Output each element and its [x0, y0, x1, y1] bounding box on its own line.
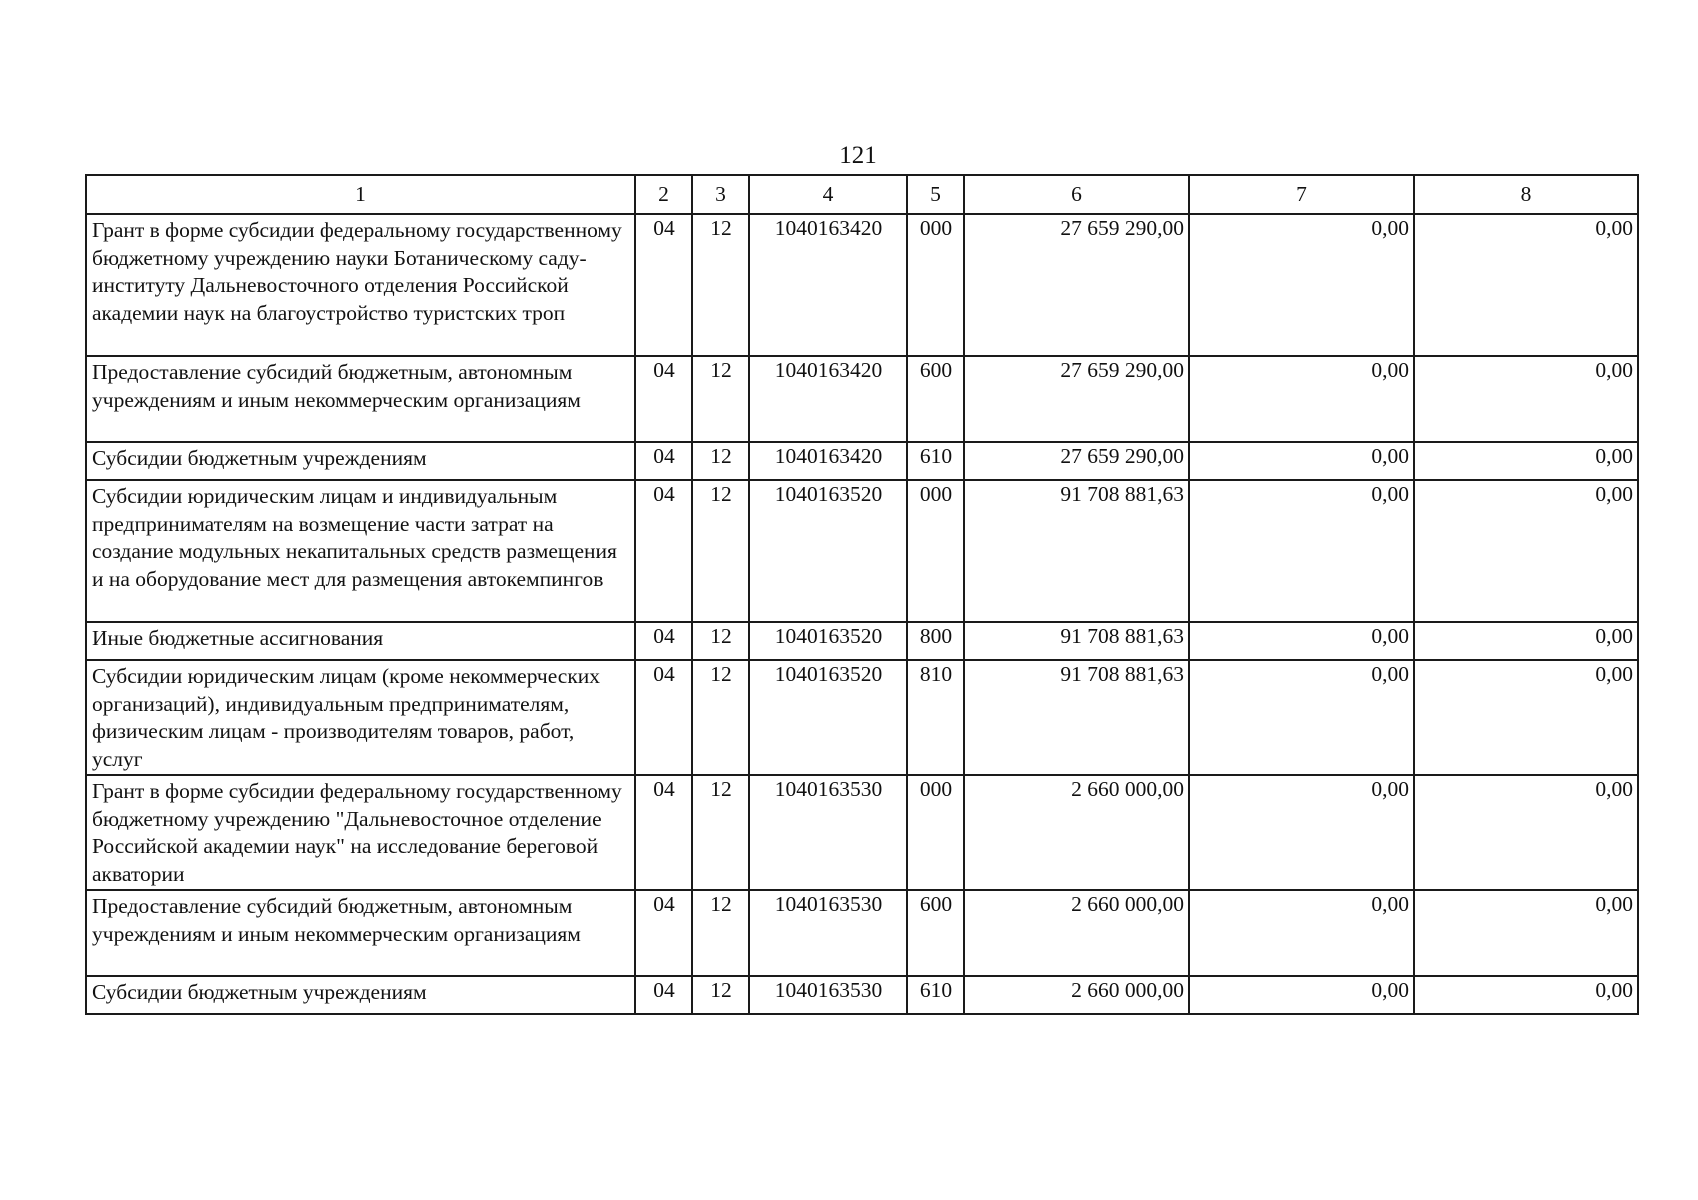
amount-col6: 2 660 000,00 [964, 890, 1189, 976]
table-row [86, 775, 1638, 890]
table-row [86, 356, 1638, 442]
section-code: 04 [635, 214, 692, 356]
expense-type-code: 810 [907, 660, 964, 775]
column-header: 5 [907, 175, 964, 214]
column-header: 2 [635, 175, 692, 214]
subsection-code: 12 [692, 976, 749, 1014]
section-code: 04 [635, 356, 692, 442]
amount-col7: 0,00 [1189, 622, 1414, 660]
amount-col7: 0,00 [1189, 775, 1414, 890]
subsection-code: 12 [692, 660, 749, 775]
amount-col7: 0,00 [1189, 356, 1414, 442]
table-row [86, 660, 1638, 775]
subsection-code: 12 [692, 442, 749, 480]
amount-col7: 0,00 [1189, 214, 1414, 356]
amount-col6: 91 708 881,63 [964, 622, 1189, 660]
amount-col8: 0,00 [1414, 890, 1638, 976]
table-row [86, 214, 1638, 356]
target-article-code: 1040163530 [749, 976, 907, 1014]
section-code: 04 [635, 480, 692, 622]
section-code: 04 [635, 976, 692, 1014]
amount-col8: 0,00 [1414, 622, 1638, 660]
table-row [86, 622, 1638, 660]
column-header: 8 [1414, 175, 1638, 214]
table-header-row [86, 175, 1638, 214]
row-name: Грант в форме субсидии федеральному государственному бюджетному учреждению науки Ботаническому саду-институту Дальневосточного отделения Российской академии наук на благоустройство туристских троп [86, 214, 635, 356]
target-article-code: 1040163420 [749, 356, 907, 442]
subsection-code: 12 [692, 775, 749, 890]
amount-col8: 0,00 [1414, 976, 1638, 1014]
amount-col7: 0,00 [1189, 442, 1414, 480]
expense-type-code: 000 [907, 775, 964, 890]
amount-col7: 0,00 [1189, 480, 1414, 622]
expense-type-code: 600 [907, 356, 964, 442]
column-header: 1 [86, 175, 635, 214]
row-name: Субсидии юридическим лицам и индивидуальным предпринимателям на возмещение части затрат на создание модульных некапитальных средств размещения и на оборудование мест для размещения автокемпингов [86, 480, 635, 622]
section-code: 04 [635, 890, 692, 976]
target-article-code: 1040163530 [749, 775, 907, 890]
subsection-code: 12 [692, 890, 749, 976]
row-name: Субсидии бюджетным учреждениям [86, 442, 635, 480]
amount-col8: 0,00 [1414, 480, 1638, 622]
amount-col6: 91 708 881,63 [964, 660, 1189, 775]
expense-type-code: 000 [907, 214, 964, 356]
target-article-code: 1040163520 [749, 480, 907, 622]
table-row [86, 442, 1638, 480]
amount-col8: 0,00 [1414, 356, 1638, 442]
page-number: 121 [839, 142, 877, 169]
amount-col7: 0,00 [1189, 890, 1414, 976]
row-name: Субсидии бюджетным учреждениям [86, 976, 635, 1014]
row-name: Субсидии юридическим лицам (кроме некоммерческих организаций), индивидуальным предпринимателям, физическим лицам - производителям товаров, работ, услуг [86, 660, 635, 775]
amount-col6: 27 659 290,00 [964, 442, 1189, 480]
table-row [86, 480, 1638, 622]
amount-col6: 27 659 290,00 [964, 214, 1189, 356]
row-name: Предоставление субсидий бюджетным, автономным учреждениям и иным некоммерческим организациям [86, 890, 635, 976]
expense-type-code: 800 [907, 622, 964, 660]
amount-col8: 0,00 [1414, 775, 1638, 890]
amount-col6: 2 660 000,00 [964, 775, 1189, 890]
expense-type-code: 610 [907, 442, 964, 480]
amount-col8: 0,00 [1414, 660, 1638, 775]
table-row [86, 976, 1638, 1014]
expense-type-code: 610 [907, 976, 964, 1014]
column-header: 7 [1189, 175, 1414, 214]
amount-col6: 2 660 000,00 [964, 976, 1189, 1014]
row-name: Предоставление субсидий бюджетным, автономным учреждениям и иным некоммерческим организациям [86, 356, 635, 442]
column-header: 6 [964, 175, 1189, 214]
amount-col6: 91 708 881,63 [964, 480, 1189, 622]
column-header: 4 [749, 175, 907, 214]
section-code: 04 [635, 775, 692, 890]
section-code: 04 [635, 622, 692, 660]
amount-col8: 0,00 [1414, 442, 1638, 480]
row-name: Грант в форме субсидии федеральному государственному бюджетному учреждению "Дальневосточное отделение Российской академии наук" на исследование береговой акватории [86, 775, 635, 890]
amount-col6: 27 659 290,00 [964, 356, 1189, 442]
expense-type-code: 600 [907, 890, 964, 976]
subsection-code: 12 [692, 480, 749, 622]
row-name: Иные бюджетные ассигнования [86, 622, 635, 660]
amount-col8: 0,00 [1414, 214, 1638, 356]
amount-col7: 0,00 [1189, 976, 1414, 1014]
section-code: 04 [635, 660, 692, 775]
budget-table [85, 174, 1639, 1015]
amount-col7: 0,00 [1189, 660, 1414, 775]
target-article-code: 1040163520 [749, 622, 907, 660]
target-article-code: 1040163420 [749, 214, 907, 356]
subsection-code: 12 [692, 214, 749, 356]
target-article-code: 1040163520 [749, 660, 907, 775]
target-article-code: 1040163530 [749, 890, 907, 976]
subsection-code: 12 [692, 622, 749, 660]
target-article-code: 1040163420 [749, 442, 907, 480]
table-row [86, 890, 1638, 976]
column-header: 3 [692, 175, 749, 214]
subsection-code: 12 [692, 356, 749, 442]
section-code: 04 [635, 442, 692, 480]
expense-type-code: 000 [907, 480, 964, 622]
